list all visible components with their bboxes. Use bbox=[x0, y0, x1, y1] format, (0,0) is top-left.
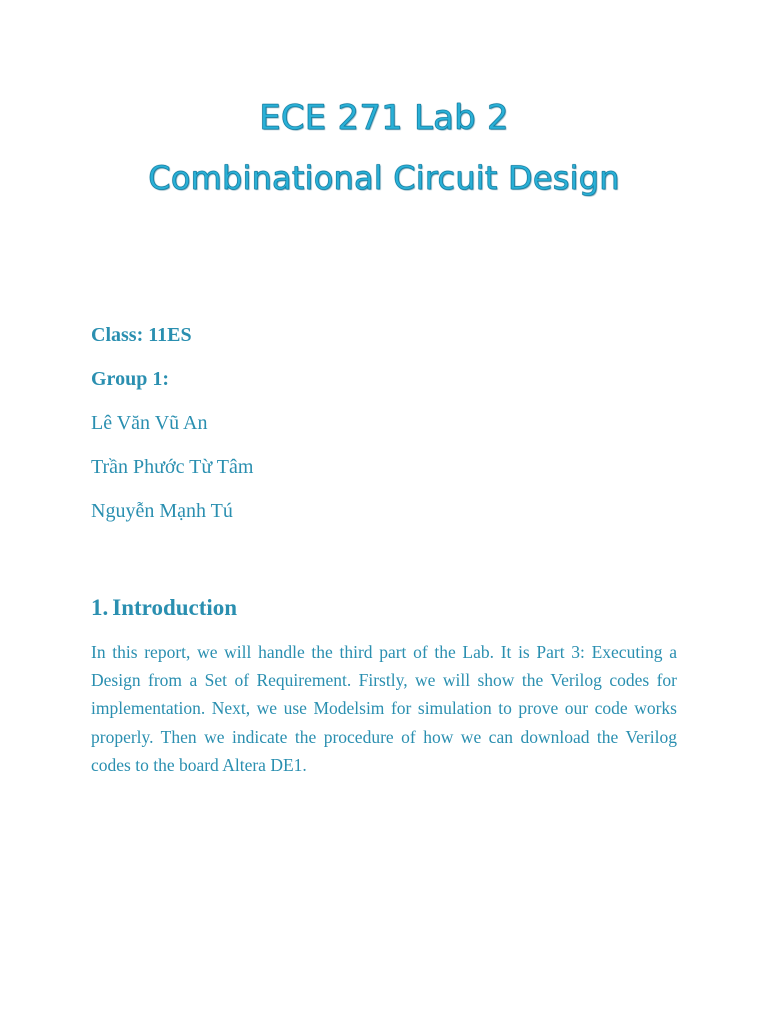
class-label: Class: 11ES bbox=[91, 324, 192, 346]
introduction-paragraph: In this report, we will handle the third part of the Lab. It is Part 3: Executing a Design from a Set of Requirement. Firstly, we will show the Verilog codes for implementation. Next, we use Modelsim for simulation to prove our code works properly. Then we indicate the procedure of how we can download the Verilog codes to the board Altera DE1. bbox=[91, 642, 677, 775]
document-subtitle: Combinational Circuit Design bbox=[148, 159, 620, 197]
group-label: Group 1: bbox=[91, 368, 169, 390]
section-heading-introduction bbox=[91, 593, 237, 623]
group-member-2: Trần Phước Từ Tâm bbox=[91, 456, 254, 478]
group-member-1: Lê Văn Vũ An bbox=[91, 412, 208, 434]
section-title: Introduction bbox=[112, 595, 238, 620]
section-number: 1. bbox=[91, 595, 109, 620]
group-member-3: Nguyễn Mạnh Tú bbox=[91, 500, 233, 522]
document-title: ECE 271 Lab 2 bbox=[259, 98, 509, 138]
